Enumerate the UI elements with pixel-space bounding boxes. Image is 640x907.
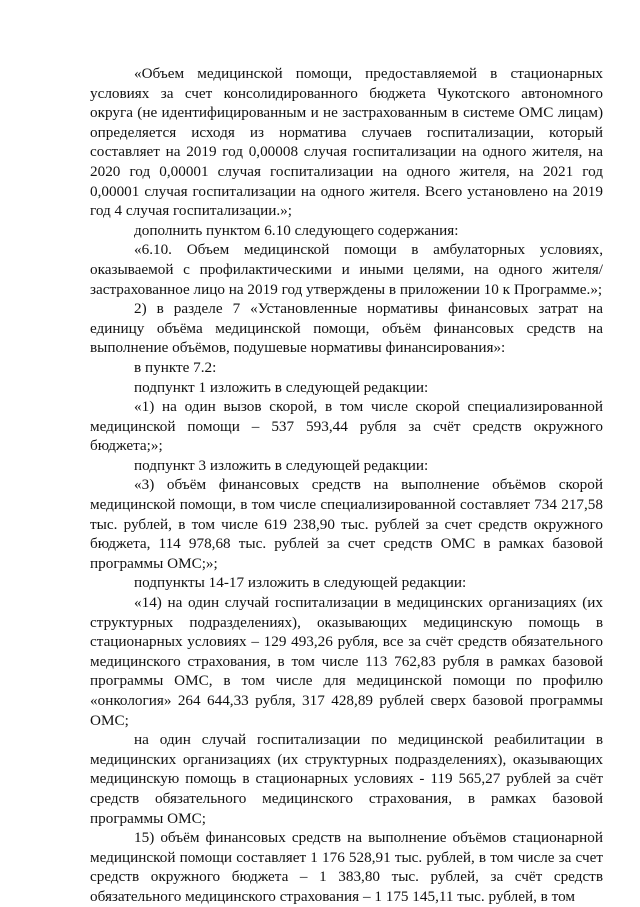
paragraph-section-7: 2) в разделе 7 «Установленные нормативы финансовых затрат на единицу объёма медицинской помощи, объём финансовых средств на выполнение объёмов, подушевые нормативы финансирования»: xyxy=(90,300,603,357)
paragraph-subpoint-3-intro: подпункт 3 изложить в следующей редакции: xyxy=(134,456,429,474)
paragraph-subpoint-1: «1) на один вызов скорой, в том числе скорой специализированной медицинской помощи – 537 593,44 рубля за счёт средств окружного бюджета;»; xyxy=(90,398,603,455)
paragraph-subpoint-15: 15) объём финансовых средств на выполнение объёмов стационарной медицинской помощи составляет 1 176 528,91 тыс. рублей, в том числе за счет средств окружного бюджета – 1 383,80 тыс. рублей, за счёт средств обязательного медицинского страхования – 1 175 145,11 тыс. рублей, в том xyxy=(90,829,603,905)
paragraph-subpoints-14-17-intro: подпункты 14-17 изложить в следующей редакции: xyxy=(134,574,467,592)
paragraph-add-point-6-10: дополнить пунктом 6.10 следующего содержания: xyxy=(134,221,459,239)
paragraph-subpoint-1-intro: подпункт 1 изложить в следующей редакции: xyxy=(134,378,429,396)
paragraph-subpoint-14: «14) на один случай госпитализации в медицинских организациях (их структурных подразделениях), оказывающих медицинскую помощь в стационарных условиях – 129 493,26 рубля, все за счёт средств обязательного медицинского страхования, в том числе 113 762,83 рубля в рамках базовой программы ОМС, в том числе для медицинской помощи по профилю «онкология» 264 644,33 рубля, 317 428,89 рублей сверх базовой программы ОМС; xyxy=(90,594,603,729)
document-page xyxy=(90,64,603,907)
paragraph-point-7-2: в пункте 7.2: xyxy=(134,358,217,376)
paragraph-subpoint-3: «3) объём финансовых средств на выполнение объёмов скорой медицинской помощи, в том числе специализированной составляет 734 217,58 тыс. рублей, в том числе 619 238,90 тыс. рублей за счет средств окружного бюджета, 114 978,68 тыс. рублей за счет средств ОМС в рамках базовой программы ОМС;»; xyxy=(90,476,603,572)
paragraph-point-6-10: «6.10. Объем медицинской помощи в амбулаторных условиях, оказываемой с профилактическими и иными целями, на одного жителя/застрахованное лицо на 2019 год утверждены в приложении 10 к Программе.»; xyxy=(90,241,603,298)
paragraph-rehabilitation: на один случай госпитализации по медицинской реабилитации в медицинских организациях (их структурных подразделениях), оказывающих медицинскую помощь в стационарных условиях - 119 565,27 рублей за счёт средств обязательного медицинского страхования, в рамках базовой программы ОМС; xyxy=(90,731,603,827)
paragraph-inpatient-volume: «Объем медицинской помощи, предоставляемой в стационарных условиях за счет консолидированного бюджета Чукотского автономного округа (не идентифицированным и не застрахованным в системе ОМС лицам) определяется исходя из норматива случаев госпитализации, который составляет на 2019 год 0,00008 случая госпитализации на одного жителя, на 2020 год 0,00001 случая госпитализации на одного жителя, на 2021 год 0,00001 случая госпитализации на одного жителя. Всего установлено на 2019 год 4 случая госпитализации.»; xyxy=(90,65,603,220)
